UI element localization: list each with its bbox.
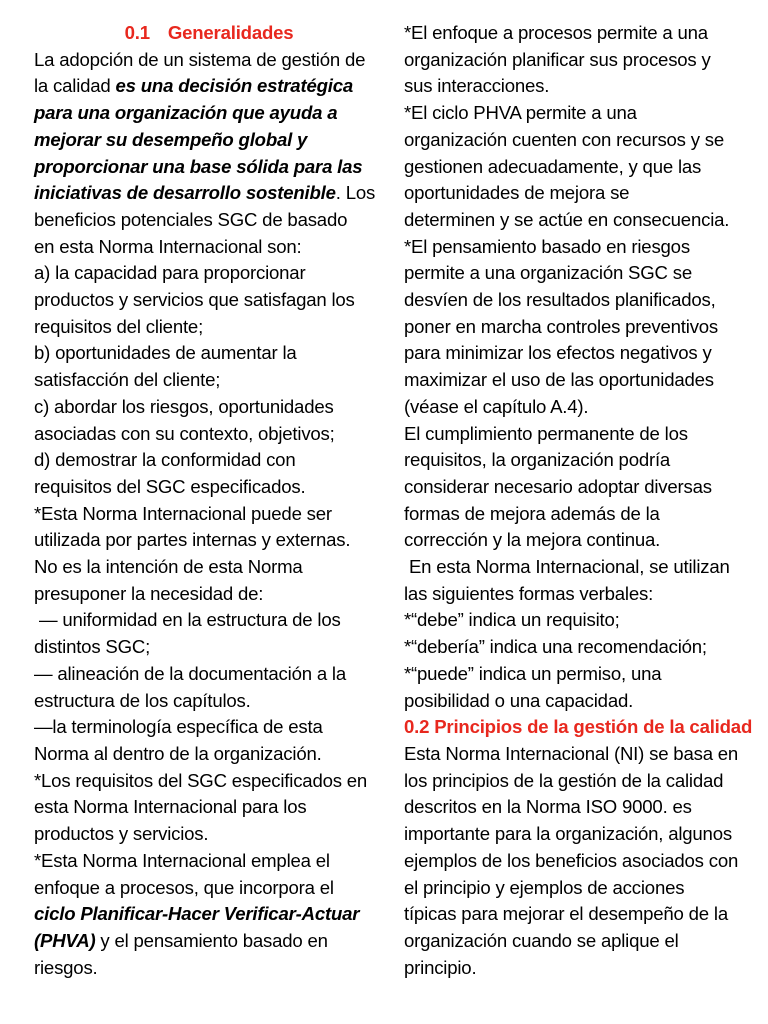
list-item-line: productos y servicios que satisfagan los <box>34 289 355 311</box>
paragraph-line: La adopción de un sistema de gestión de <box>34 48 366 70</box>
paragraph-line: *Esta Norma Internacional puede ser <box>34 502 332 524</box>
paragraph-line: el principio y ejemplos de acciones <box>404 876 685 898</box>
paragraph-line: permite a una organización SGC se <box>404 262 692 284</box>
paragraph-line <box>34 73 384 100</box>
text-run: la calidad <box>34 75 116 97</box>
paragraph-line: en esta Norma Internacional son: <box>34 235 302 257</box>
paragraph-line: esta Norma Internacional para los <box>34 796 307 818</box>
paragraph-line: poner en marcha controles preventivos <box>404 315 719 337</box>
list-item-line: distintos SGC; <box>34 636 151 658</box>
paragraph-line: para minimizar los efectos negativos y <box>404 342 712 364</box>
paragraph-line: *El enfoque a procesos permite a una <box>404 22 708 43</box>
paragraph-line: enfoque a procesos, que incorpora el <box>34 876 334 898</box>
emphasis-line: para una organización que ayuda a <box>34 102 338 124</box>
paragraph-line: organización cuando se aplique el <box>404 929 679 951</box>
paragraph-line: riesgos. <box>34 956 98 978</box>
paragraph-line: *El ciclo PHVA permite a una <box>404 102 637 124</box>
paragraph-line: sus interacciones. <box>404 75 550 97</box>
paragraph-line: los principios de la gestión de la calidad <box>404 769 724 791</box>
section-title: Generalidades <box>167 22 294 43</box>
list-item-line: Norma al dentro de la organización. <box>34 742 322 764</box>
paragraph-line: gestionen adecuadamente, y que las <box>404 155 702 177</box>
paragraph-line: determinen y se actúe en consecuencia. <box>404 208 730 230</box>
list-item-line: — uniformidad en la estructura de los <box>34 609 341 631</box>
paragraph-line: *El pensamiento basado en riesgos <box>404 235 690 257</box>
list-item-line: *“debería” indica una recomendación; <box>404 636 707 658</box>
list-item-line: *“debe” indica un requisito; <box>404 609 620 631</box>
paragraph-line: *Esta Norma Internacional emplea el <box>34 849 330 871</box>
list-item-line: a) la capacidad para proporcionar <box>34 262 306 284</box>
paragraph-line: *Los requisitos del SGC especificados en <box>34 769 368 791</box>
right-column <box>404 20 760 1024</box>
paragraph-line: corrección y la mejora continua. <box>404 529 661 551</box>
paragraph-line: importante para la organización, algunos <box>404 823 732 845</box>
list-item-line: c) abordar los riesgos, oportunidades <box>34 395 334 417</box>
paragraph-line: oportunidades de mejora se <box>404 182 630 204</box>
paragraph-line: típicas para mejorar el desempeño de la <box>404 903 728 925</box>
paragraph-line: principio. <box>404 956 477 978</box>
paragraph-line: descritos en la Norma ISO 9000. es <box>404 796 692 818</box>
paragraph-line: maximizar el uso de las oportunidades <box>404 369 714 391</box>
paragraph-line: No es la intención de esta Norma <box>34 556 303 578</box>
left-column <box>34 20 384 1024</box>
paragraph-line: En esta Norma Internacional, se utilizan <box>404 556 730 578</box>
paragraph-line: desvíen de los resultados planificados, <box>404 289 716 311</box>
paragraph-line: (véase el capítulo A.4). <box>404 395 589 417</box>
paragraph-line: las siguientes formas verbales: <box>404 582 654 604</box>
emphasis-line: ciclo Planificar-Hacer Verificar-Actuar <box>34 903 360 925</box>
list-item-line: b) oportunidades de aumentar la <box>34 342 297 364</box>
paragraph-line: formas de mejora además de la <box>404 502 660 524</box>
text-run: y el pensamiento basado en <box>95 929 328 951</box>
list-item-line: —la terminología específica de esta <box>34 716 323 738</box>
list-item-line: requisitos del SGC especificados. <box>34 475 306 497</box>
text-run: . Los <box>335 182 376 204</box>
emphasis-line: mejorar su desempeño global y <box>34 128 308 150</box>
paragraph-line: beneficios potenciales SGC de basado <box>34 208 348 230</box>
list-item-line: d) demostrar la conformidad con <box>34 449 296 471</box>
emphasis-text: iniciativas de desarrollo sostenible <box>34 182 336 204</box>
paragraph-line: Esta Norma Internacional (NI) se basa en <box>404 742 739 764</box>
paragraph-line: organización planificar sus procesos y <box>404 48 711 70</box>
emphasis-line: proporcionar una base sólida para las <box>34 155 363 177</box>
section-heading-0-1 <box>34 20 384 47</box>
emphasis-text: (PHVA) <box>34 929 96 951</box>
section-number: 0.1 <box>124 22 150 43</box>
paragraph-line: ejemplos de los beneficios asociados con <box>404 849 739 871</box>
list-item-line: posibilidad o una capacidad. <box>404 689 634 711</box>
section-heading-0-2: 0.2 Principios de la gestión de la calidad <box>404 716 753 738</box>
list-item-line: estructura de los capítulos. <box>34 689 251 711</box>
list-item-line: requisitos del cliente; <box>34 315 204 337</box>
paragraph-line: utilizada por partes internas y externas. <box>34 529 351 551</box>
list-item-line: satisfacción del cliente; <box>34 369 221 391</box>
list-item-line: — alineación de la documentación a la <box>34 662 346 684</box>
paragraph-line: productos y servicios. <box>34 823 209 845</box>
emphasis-text: es una decisión estratégica <box>115 75 353 97</box>
list-item-line: asociadas con su contexto, objetivos; <box>34 422 335 444</box>
list-item-line: *“puede” indica un permiso, una <box>404 662 662 684</box>
paragraph-line <box>34 180 384 207</box>
paragraph-line: El cumplimiento permanente de los <box>404 422 688 444</box>
paragraph-line: organización cuenten con recursos y se <box>404 128 725 150</box>
paragraph-line: considerar necesario adoptar diversas <box>404 475 712 497</box>
paragraph-line: requisitos, la organización podría <box>404 449 671 471</box>
paragraph-line <box>34 928 384 955</box>
paragraph-line: presuponer la necesidad de: <box>34 582 264 604</box>
